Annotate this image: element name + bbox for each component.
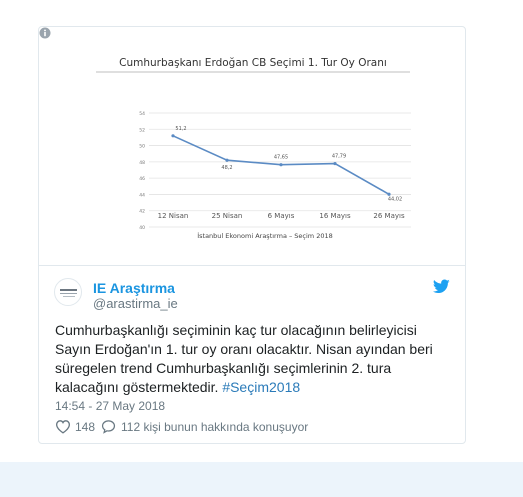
y-tick-label: 46 (139, 177, 145, 183)
chart-title: Cumhurbaşkanı Erdoğan CB Seçimi 1. Tur Oy Oranı (119, 57, 387, 69)
chart-points (171, 134, 390, 196)
x-tick-label: 16 Mayıs (319, 212, 351, 220)
data-point (171, 134, 174, 137)
data-label: 47,79 (331, 153, 347, 160)
data-label: 48,2 (221, 165, 233, 172)
chart-y-ticks (139, 111, 145, 231)
chart-x-ticks (158, 212, 405, 220)
data-label: 47,65 (273, 154, 289, 161)
y-tick-label: 44 (139, 193, 145, 199)
tweet-body: Cumhurbaşkanlığı seçiminin kaç tur olacağının belirleyicisi Sayın Erdoğan'ın 1. tur oy oranı olacaktır. Nisan ayından beri süregelen trend Cumhurbaşkanlığı seçimlerinin 2. tura kalacağını göstermektedir. (55, 322, 433, 395)
media-divider (39, 265, 466, 266)
like-count[interactable]: 148 (75, 420, 96, 434)
line-chart (39, 27, 466, 263)
heart-icon[interactable] (55, 419, 71, 434)
avatar-logo-mark (60, 289, 77, 291)
chart-gridlines (149, 113, 411, 227)
tweet-text (55, 321, 455, 397)
tweet-timestamp[interactable]: 14:54 - 27 May 2018 (55, 399, 166, 413)
data-point (333, 162, 336, 165)
replies-link[interactable]: 112 kişi bunun hakkında konuşuyor (121, 420, 309, 434)
data-point (279, 163, 282, 166)
y-tick-label: 50 (139, 144, 145, 150)
chart-source: İstanbul Ekonomi Araştırma – Seçim 2018 (197, 232, 333, 240)
data-label: 51,2 (175, 125, 187, 132)
x-tick-label: 12 Nisan (157, 212, 189, 220)
info-icon[interactable] (39, 27, 51, 39)
reply-icon[interactable] (101, 419, 116, 434)
tweet-card (38, 26, 466, 444)
y-tick-label: 52 (139, 128, 145, 134)
author-name[interactable]: IE Araştırma (93, 280, 175, 296)
avatar-logo-mark (63, 296, 75, 297)
twitter-bird-icon[interactable] (433, 279, 450, 294)
data-label: 44,02 (387, 196, 403, 203)
page-bottom-band (0, 462, 523, 497)
y-tick-label: 48 (139, 160, 145, 166)
y-tick-label: 42 (139, 209, 145, 215)
avatar[interactable] (54, 278, 82, 306)
author-handle[interactable]: @arastirma_ie (93, 296, 178, 311)
x-tick-label: 25 Nisan (211, 212, 243, 220)
tweet-media-chart[interactable] (39, 27, 466, 263)
y-tick-label: 54 (139, 112, 145, 117)
avatar-logo-mark (60, 293, 77, 294)
x-tick-label: 6 Mayıs (267, 212, 295, 220)
x-tick-label: 26 Mayıs (373, 212, 405, 220)
y-tick-label: 40 (139, 226, 145, 231)
data-point (225, 159, 228, 162)
hashtag-link[interactable]: #Seçim2018 (222, 379, 301, 395)
